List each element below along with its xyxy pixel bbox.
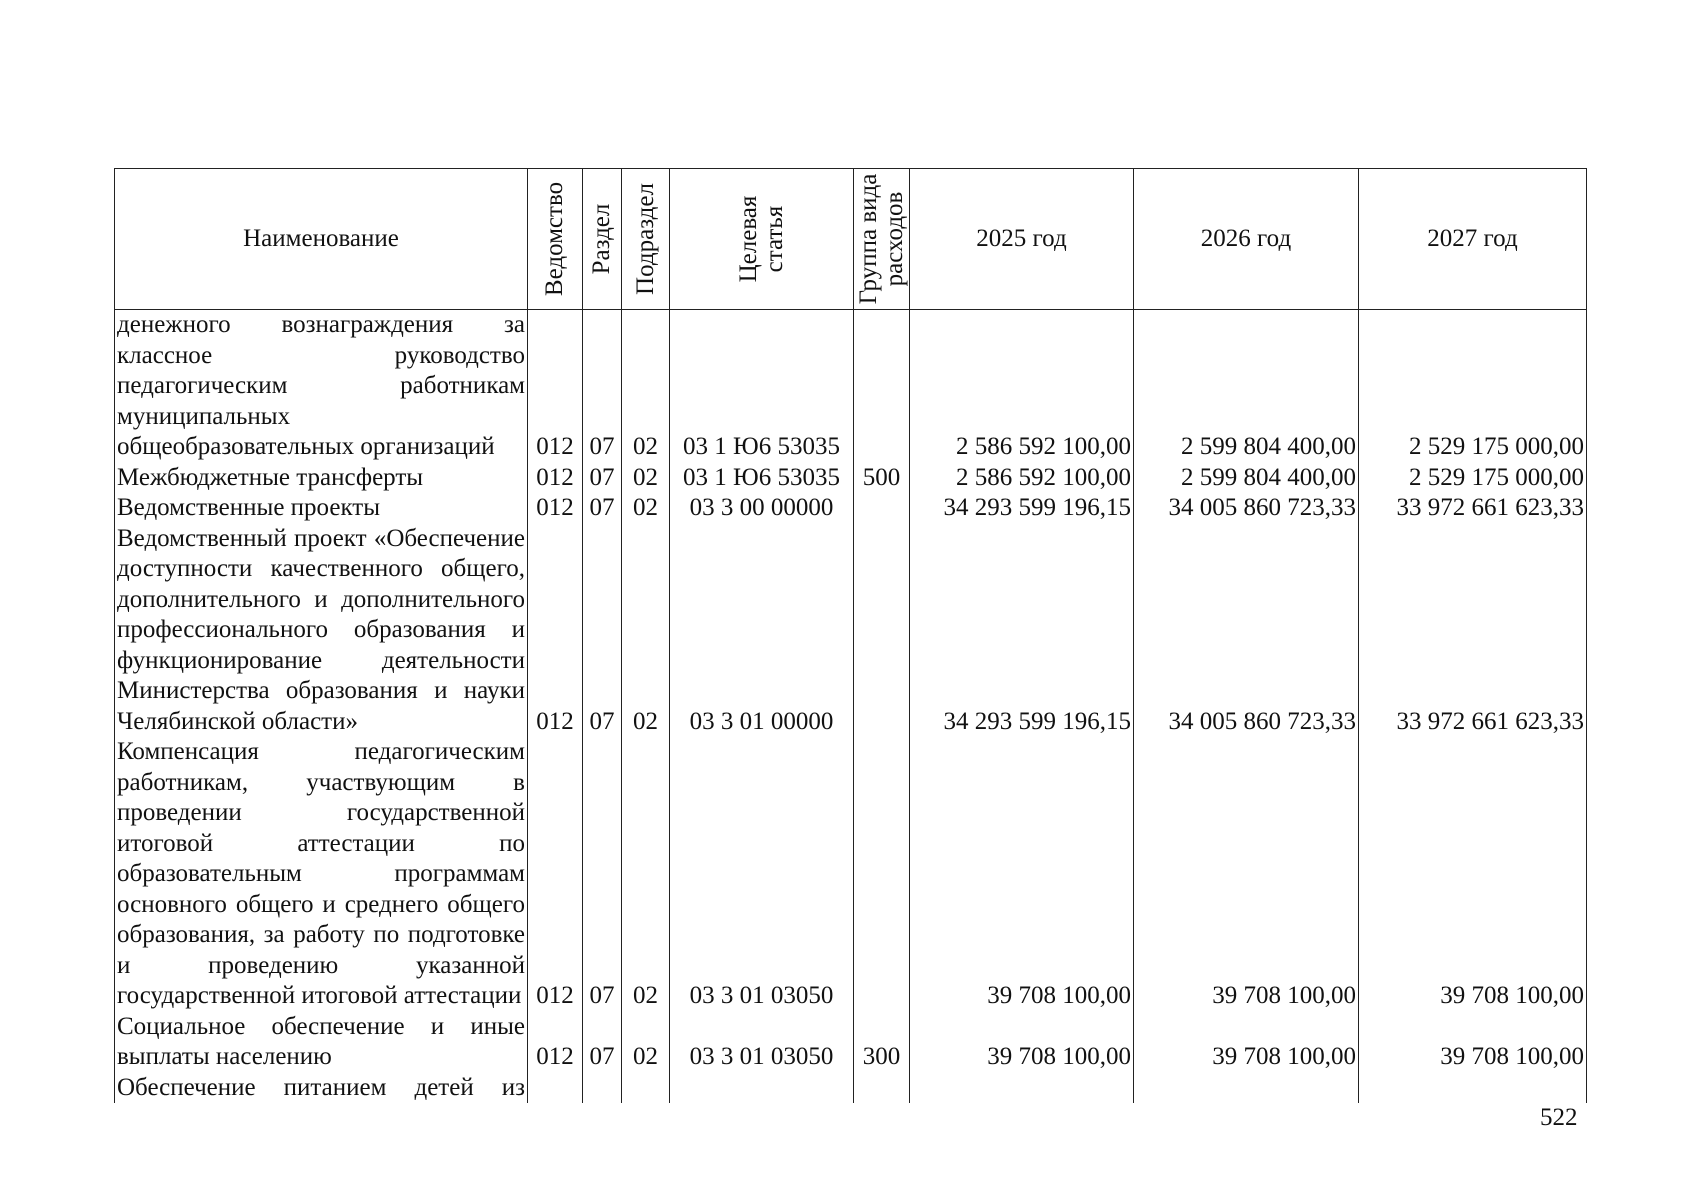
row-target: 03 3 01 03050 bbox=[670, 737, 854, 1012]
row-target: 03 1 Ю6 53035 bbox=[670, 310, 854, 463]
row-section: 07 bbox=[583, 310, 622, 463]
row-subsection: 02 bbox=[622, 737, 670, 1012]
row-subsection: 02 bbox=[622, 463, 670, 494]
row-2026: 34 005 860 723,33 bbox=[1134, 493, 1359, 524]
row-group bbox=[854, 1073, 910, 1104]
row-2025: 39 708 100,00 bbox=[910, 737, 1134, 1012]
row-2025: 2 586 592 100,00 bbox=[910, 463, 1134, 494]
row-2026 bbox=[1134, 1073, 1359, 1104]
row-group bbox=[854, 737, 910, 1012]
row-2026: 2 599 804 400,00 bbox=[1134, 310, 1359, 463]
row-section: 07 bbox=[583, 493, 622, 524]
table-row bbox=[115, 1012, 1587, 1073]
row-name: Обеспечение питанием детей из bbox=[115, 1073, 528, 1104]
row-name: Ведомственные проекты bbox=[115, 493, 528, 524]
row-dept: 012 bbox=[528, 463, 583, 494]
row-target: 03 3 01 00000 bbox=[670, 524, 854, 738]
row-2027 bbox=[1359, 1073, 1587, 1104]
row-target: 03 3 01 03050 bbox=[670, 1012, 854, 1073]
table-row bbox=[115, 493, 1587, 524]
row-section: 07 bbox=[583, 524, 622, 738]
budget-table bbox=[114, 168, 1587, 1103]
table-row bbox=[115, 463, 1587, 494]
row-group bbox=[854, 493, 910, 524]
row-subsection: 02 bbox=[622, 1012, 670, 1073]
header-dept: Ведомство bbox=[528, 169, 583, 310]
budget-table-wrapper bbox=[114, 168, 1587, 1103]
row-target: 03 1 Ю6 53035 bbox=[670, 463, 854, 494]
row-subsection: 02 bbox=[622, 310, 670, 463]
row-2026: 34 005 860 723,33 bbox=[1134, 524, 1359, 738]
row-dept: 012 bbox=[528, 310, 583, 463]
row-section: 07 bbox=[583, 1012, 622, 1073]
row-target bbox=[670, 1073, 854, 1104]
row-dept bbox=[528, 1073, 583, 1104]
row-2026: 39 708 100,00 bbox=[1134, 737, 1359, 1012]
row-target: 03 3 00 00000 bbox=[670, 493, 854, 524]
table-row bbox=[115, 524, 1587, 738]
row-group bbox=[854, 310, 910, 463]
row-group: 500 bbox=[854, 463, 910, 494]
row-name: Ведомственный проект «Обеспечение доступности качественного общего, дополнительного и дополнительного профессионального образования и функционирование деятельности Министерства образования и науки Челябинской области» bbox=[115, 524, 528, 738]
row-2027: 33 972 661 623,33 bbox=[1359, 524, 1587, 738]
row-name: Социальное обеспечение и иные выплаты населению bbox=[115, 1012, 528, 1073]
row-2025: 34 293 599 196,15 bbox=[910, 524, 1134, 738]
table-row bbox=[115, 737, 1587, 1012]
row-dept: 012 bbox=[528, 524, 583, 738]
row-2027: 2 529 175 000,00 bbox=[1359, 463, 1587, 494]
row-section: 07 bbox=[583, 737, 622, 1012]
row-2027: 33 972 661 623,33 bbox=[1359, 493, 1587, 524]
header-2026: 2026 год bbox=[1134, 169, 1359, 310]
row-2027: 39 708 100,00 bbox=[1359, 1012, 1587, 1073]
row-2025: 2 586 592 100,00 bbox=[910, 310, 1134, 463]
row-2026: 39 708 100,00 bbox=[1134, 1012, 1359, 1073]
header-subsection: Подраздел bbox=[622, 169, 670, 310]
header-2027: 2027 год bbox=[1359, 169, 1587, 310]
row-subsection: 02 bbox=[622, 524, 670, 738]
row-2025: 39 708 100,00 bbox=[910, 1012, 1134, 1073]
row-group: 300 bbox=[854, 1012, 910, 1073]
row-subsection bbox=[622, 1073, 670, 1104]
page-number: 522 bbox=[1540, 1104, 1578, 1131]
table-header-row bbox=[115, 169, 1587, 310]
row-2026: 2 599 804 400,00 bbox=[1134, 463, 1359, 494]
row-group bbox=[854, 524, 910, 738]
table-row bbox=[115, 1073, 1587, 1104]
row-dept: 012 bbox=[528, 493, 583, 524]
header-section: Раздел bbox=[583, 169, 622, 310]
row-section bbox=[583, 1073, 622, 1104]
header-group: Группа вида расходов bbox=[854, 169, 910, 310]
row-2027: 2 529 175 000,00 bbox=[1359, 310, 1587, 463]
row-subsection: 02 bbox=[622, 493, 670, 524]
header-target: Целевая статья bbox=[670, 169, 854, 310]
table-row bbox=[115, 310, 1587, 463]
row-2025 bbox=[910, 1073, 1134, 1104]
row-dept: 012 bbox=[528, 1012, 583, 1073]
row-2027: 39 708 100,00 bbox=[1359, 737, 1587, 1012]
row-dept: 012 bbox=[528, 737, 583, 1012]
row-section: 07 bbox=[583, 463, 622, 494]
header-2025: 2025 год bbox=[910, 169, 1134, 310]
header-name: Наименование bbox=[115, 169, 528, 310]
row-name: Компенсация педагогическим работникам, участвующим в проведении государственной итоговой аттестации по образовательным программам основного общего и среднего общего образования, за работу по подготовке и проведению указанной государственной итоговой аттестации bbox=[115, 737, 528, 1012]
row-name: Межбюджетные трансферты bbox=[115, 463, 528, 494]
row-name: денежного вознаграждения за классное руководство педагогическим работникам муниципальных общеобразовательных организаций bbox=[115, 310, 528, 463]
row-2025: 34 293 599 196,15 bbox=[910, 493, 1134, 524]
